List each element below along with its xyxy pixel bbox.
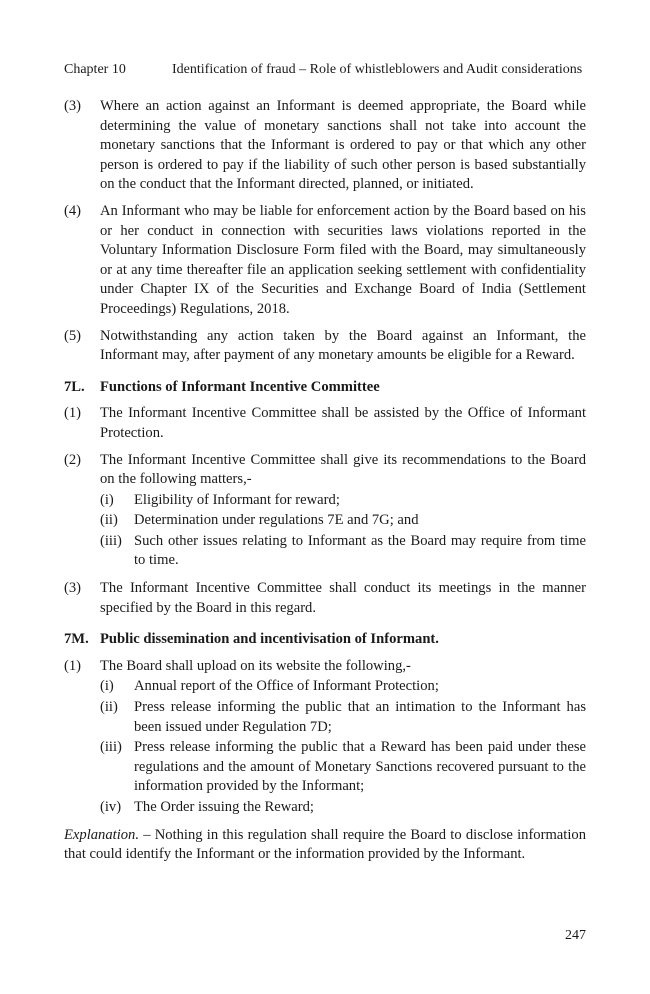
subclause-number: (iv) xyxy=(100,799,122,815)
subclause xyxy=(100,738,586,797)
clause-text: Notwithstanding any action taken by the Board against an Informant, the Informant may, after payment of any monetary amounts be eligible for a Reward. xyxy=(100,327,586,364)
page-number: 247 xyxy=(565,928,586,943)
clause-text: Where an action against an Informant is deemed appropriate, the Board while determining the value of monetary sanctions shall not take into account the monetary sanctions that the Informant is ordered to pay or that which any other person is ordered to pay if the liability of such other person is based substantially on the conduct that the Informant directed, planned, or initiated. xyxy=(100,98,586,193)
subclause-text: Annual report of the Office of Informant Protection; xyxy=(134,678,439,695)
subclause xyxy=(100,491,586,511)
clause-text: The Informant Incentive Committee shall conduct its meetings in the manner specified by the Board in this regard. xyxy=(100,580,586,616)
clause-number: (1) xyxy=(64,657,82,674)
clause-number: (1) xyxy=(64,405,82,422)
section-title: Functions of Informant Incentive Committee xyxy=(100,378,380,395)
clause-number: (3) xyxy=(64,98,82,114)
clause-7m-1 xyxy=(64,657,586,819)
section-number: 7M. xyxy=(64,631,89,648)
subclause-text: Press release informing the public that a Reward has been paid under these regulations and the amount of Monetary Sanctions recovered pursuant to the information provided by the Informant; xyxy=(134,739,586,795)
subclause xyxy=(100,698,586,737)
clause-text: An Informant who may be liable for enforcement action by the Board based on his or her conduct in connection with securities laws violations reported in the Voluntary Information Disclosure Form filed with the Board, may simultaneously or at any time thereafter file an application seeking settlement with confidentiality under Chapter IX of the Securities and Exchange Board of India (Settlement Proceedings) Regulations, 2018. xyxy=(100,202,586,317)
explanation-label: Explanation. xyxy=(64,826,139,843)
clause-3 xyxy=(64,97,586,195)
section-heading-7l xyxy=(64,378,586,398)
subclause-text: Press release informing the public that an intimation to the Informant has been issued under Regulation 7D; xyxy=(134,699,586,735)
explanation xyxy=(64,826,586,865)
section-heading-7m xyxy=(64,630,586,650)
clause-7l-2 xyxy=(64,451,586,573)
clause-number: (5) xyxy=(64,327,82,344)
page-body xyxy=(64,97,586,865)
explanation-text: – Nothing in this regulation shall require the Board to disclose information that could identify the Informant or the information provided by the Informant. xyxy=(64,826,586,863)
section-number: 7L. xyxy=(64,378,85,395)
subclause-number: (ii) xyxy=(100,512,118,529)
clause-7l-1 xyxy=(64,404,586,443)
subclause xyxy=(100,798,586,818)
clause-text: The Informant Incentive Committee shall be assisted by the Office of Informant Protection. xyxy=(100,405,586,441)
clause-number: (2) xyxy=(64,451,82,468)
subclause-number: (ii) xyxy=(100,699,118,716)
subclause-text: The Order issuing the Reward; xyxy=(134,799,314,815)
clause-7l-3 xyxy=(64,579,586,618)
subclause xyxy=(100,511,586,531)
subclause-number: (iii) xyxy=(100,739,122,756)
subclause-text: Such other issues relating to Informant as the Board may require from time to time. xyxy=(134,532,586,569)
subclause xyxy=(100,532,586,571)
clause-text: The Board shall upload on its website the following,- xyxy=(100,657,411,674)
chapter-label: Chapter 10 xyxy=(64,62,126,77)
clause-4 xyxy=(64,202,586,320)
subclause-number: (i) xyxy=(100,678,114,695)
subclause-text: Determination under regulations 7E and 7G; and xyxy=(134,512,419,529)
section-title: Public dissemination and incentivisation of Informant. xyxy=(100,631,439,648)
subclause-number: (i) xyxy=(100,491,114,508)
clause-5 xyxy=(64,327,586,366)
chapter-title: Identification of fraud – Role of whistleblowers and Audit considerations xyxy=(172,62,583,77)
subclause-number: (iii) xyxy=(100,532,122,549)
subclause-text: Eligibility of Informant for reward; xyxy=(134,491,340,508)
clause-number: (3) xyxy=(64,580,82,597)
subclause xyxy=(100,677,586,697)
running-header xyxy=(64,62,586,78)
clause-number: (4) xyxy=(64,202,82,219)
clause-text: The Informant Incentive Committee shall give its recommendations to the Board on the following matters,- xyxy=(100,451,586,488)
